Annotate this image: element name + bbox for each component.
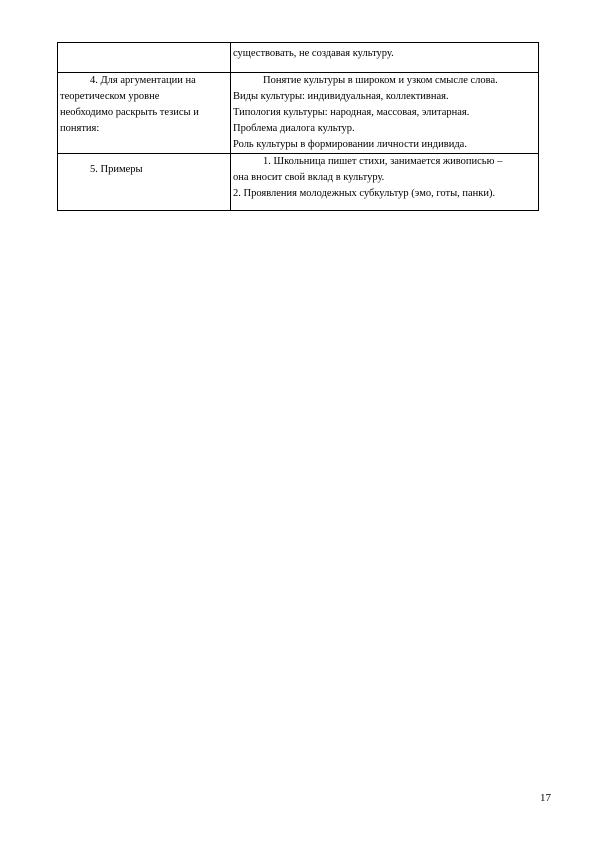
table-row xyxy=(58,154,539,211)
table-cell-right xyxy=(231,43,539,73)
cell-text-line: Проблема диалога культур. xyxy=(233,123,355,134)
cell-text-line: необходимо раскрыть тезисы и xyxy=(60,107,199,118)
table-cell-right xyxy=(231,73,539,154)
cell-text-line: она вносит свой вклад в культуру. xyxy=(233,172,385,183)
table-cell-right xyxy=(231,154,539,211)
table-cell-left xyxy=(58,73,231,154)
content-table xyxy=(57,42,539,211)
cell-text-line: существовать, не создавая культуру. xyxy=(233,48,394,59)
cell-text-line: Понятие культуры в широком и узком смысле слова. xyxy=(263,75,498,86)
cell-text-line: 4. Для аргументации на xyxy=(90,75,196,86)
cell-text-line: теоретическом уровне xyxy=(60,91,160,102)
cell-text-line: 2. Проявления молодежных субкультур (эмо, готы, панки). xyxy=(233,188,496,199)
cell-text-line: Типология культуры: народная, массовая, элитарная. xyxy=(233,107,470,118)
table-row xyxy=(58,43,539,73)
cell-text-line: Виды культуры: индивидуальная, коллективная. xyxy=(233,91,449,102)
cell-text-line: 5. Примеры xyxy=(90,164,143,175)
table-cell-left xyxy=(58,154,231,211)
page-number: 17 xyxy=(540,792,551,804)
table-cell-left xyxy=(58,43,231,73)
cell-text-line: понятия: xyxy=(60,123,100,134)
cell-text-line: 1. Школьница пишет стихи, занимается живописью – xyxy=(263,156,503,167)
cell-text-line: Роль культуры в формировании личности индивида. xyxy=(233,139,467,150)
table-row xyxy=(58,73,539,154)
